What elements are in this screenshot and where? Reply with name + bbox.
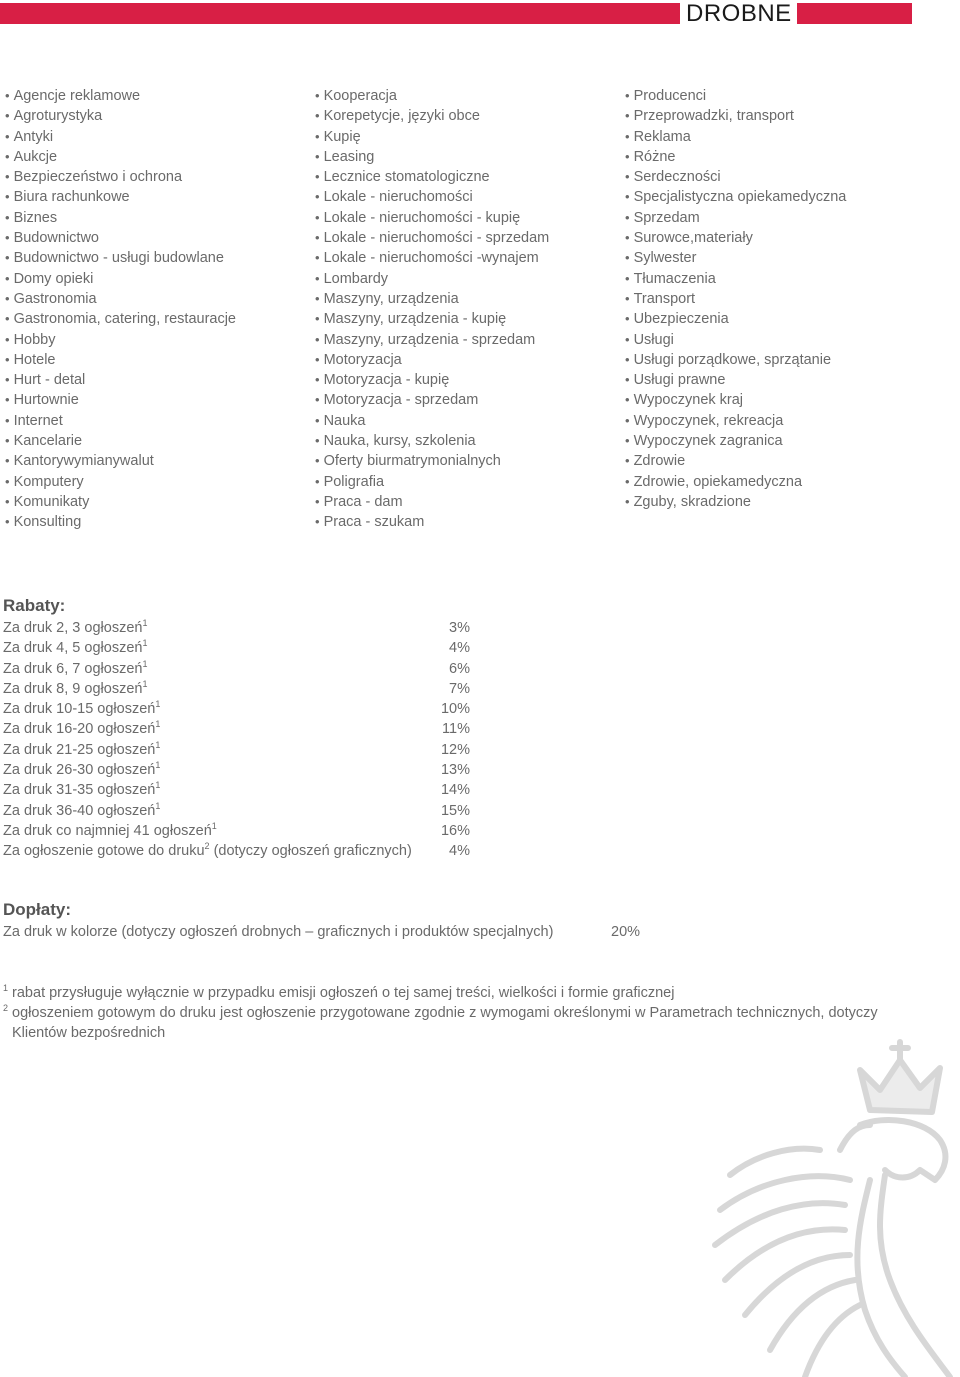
rabaty-value: 6% xyxy=(449,660,470,677)
rabaty-value: 14% xyxy=(440,782,470,799)
rabaty-value: 4% xyxy=(449,843,470,860)
category-item: • Budownictwo - usługi budowlane xyxy=(5,248,305,268)
category-item: • Nauka, kursy, szkolenia xyxy=(315,431,615,451)
rabaty-row xyxy=(3,780,483,800)
rabaty-row xyxy=(3,679,483,699)
rabaty-label: Za druk 6, 7 ogłoszeń xyxy=(3,660,143,677)
category-item: • Sprzedam xyxy=(625,208,955,228)
category-item: • Lombardy xyxy=(315,269,615,289)
category-item: • Komunikaty xyxy=(5,492,305,512)
category-item: • Kancelarie xyxy=(5,431,305,451)
category-item: • Kupię xyxy=(315,127,615,147)
category-item: • Różne xyxy=(625,147,955,167)
rabaty-label-suffix: (dotyczy ogłoszeń graficznych) xyxy=(209,843,412,860)
rabaty-value: 7% xyxy=(449,680,470,697)
rabaty-value: 11% xyxy=(442,721,470,738)
rabaty-row xyxy=(3,841,483,861)
crowned-eagle-icon xyxy=(700,1030,960,1377)
category-item: • Lokale - nieruchomości - sprzedam xyxy=(315,228,615,248)
category-item: • Motoryzacja - sprzedam xyxy=(315,390,615,410)
footnote-1 xyxy=(3,983,903,1003)
category-item: • Biura rachunkowe xyxy=(5,187,305,207)
page-title: DROBNE xyxy=(686,0,792,27)
doplaty-heading: Dopłaty: xyxy=(3,900,71,919)
rabaty-value: 10% xyxy=(440,701,470,718)
rabaty-value: 3% xyxy=(449,620,470,636)
category-item: • Producenci xyxy=(625,86,955,106)
footnote-mark: 1 xyxy=(155,800,161,811)
footnote-mark: 1 xyxy=(211,821,217,832)
header-bar-left xyxy=(0,3,680,24)
category-item: • Wypoczynek kraj xyxy=(625,390,955,410)
category-item: • Lokale - nieruchomości xyxy=(315,187,615,207)
category-item: • Ubezpieczenia xyxy=(625,309,955,329)
rabaty-label: Za druk 4, 5 ogłoszeń xyxy=(3,640,143,657)
rabaty-row xyxy=(3,719,483,739)
category-item: • Praca - dam xyxy=(315,492,615,512)
footnote-mark: 1 xyxy=(142,638,148,649)
category-item: • Maszyny, urządzenia - sprzedam xyxy=(315,330,615,350)
category-item: • Gastronomia xyxy=(5,289,305,309)
category-item: • Aukcje xyxy=(5,147,305,167)
rabaty-heading: Rabaty: xyxy=(3,596,66,615)
category-item: • Biznes xyxy=(5,208,305,228)
category-item: • Specjalistyczna opiekamedyczna xyxy=(625,187,955,207)
footnote-mark: 1 xyxy=(155,780,161,791)
rabaty-label: Za druk 21-25 ogłoszeń xyxy=(3,741,156,758)
category-item: • Internet xyxy=(5,411,305,431)
category-item: • Agencje reklamowe xyxy=(5,86,305,106)
category-item: • Bezpieczeństwo i ochrona xyxy=(5,167,305,187)
category-item: • Przeprowadzki, transport xyxy=(625,106,955,126)
footnote-mark: 2 xyxy=(204,841,210,852)
category-item: • Oferty biurmatrymonialnych xyxy=(315,451,615,471)
category-item: • Maszyny, urządzenia - kupię xyxy=(315,309,615,329)
category-item: • Lecznice stomatologiczne xyxy=(315,167,615,187)
category-item: • Hurtownie xyxy=(5,390,305,410)
category-item: • Motoryzacja - kupię xyxy=(315,370,615,390)
doplaty-label: Za druk w kolorze (dotyczy ogłoszeń drobnych – graficznych i produktów specjalnych) xyxy=(3,924,554,940)
category-item: • Zdrowie xyxy=(625,451,955,471)
category-item: • Usługi xyxy=(625,330,955,350)
category-item: • Usługi porządkowe, sprzątanie xyxy=(625,350,955,370)
rabaty-label: Za ogłoszenie gotowe do druku xyxy=(3,843,205,860)
footnote-mark: 1 xyxy=(155,699,161,710)
category-item: • Lokale - nieruchomości -wynajem xyxy=(315,248,615,268)
rabaty-label: Za druk 2, 3 ogłoszeń xyxy=(3,620,143,636)
category-item: • Poligrafia xyxy=(315,472,615,492)
category-item: • Maszyny, urządzenia xyxy=(315,289,615,309)
category-item: • Tłumaczenia xyxy=(625,269,955,289)
category-item: • Transport xyxy=(625,289,955,309)
rabaty-value: 4% xyxy=(449,640,470,657)
footnote-2-continuation: Klientów bezpośrednich xyxy=(12,1025,166,1042)
rabaty-label: Za druk 8, 9 ogłoszeń xyxy=(3,680,143,697)
rabaty-value: 16% xyxy=(440,822,470,839)
rabaty-table xyxy=(3,618,483,862)
footnote-1-mark: 1 xyxy=(3,983,9,994)
category-item: • Kooperacja xyxy=(315,86,615,106)
category-item: • Zguby, skradzione xyxy=(625,492,955,512)
category-item: • Gastronomia, catering, restauracje xyxy=(5,309,305,329)
category-item: • Hobby xyxy=(5,330,305,350)
rabaty-row xyxy=(3,801,483,821)
category-list-col-1 xyxy=(5,86,305,533)
category-list-col-3 xyxy=(625,86,955,512)
category-item: • Wypoczynek zagranica xyxy=(625,431,955,451)
rabaty-label: Za druk co najmniej 41 ogłoszeń xyxy=(3,822,212,839)
rabaty-value: 15% xyxy=(440,802,470,819)
footnote-mark: 1 xyxy=(155,760,161,771)
category-item: • Serdeczności xyxy=(625,167,955,187)
rabaty-row xyxy=(3,659,483,679)
footnote-1-text: rabat przysługuje wyłącznie w przypadku emisji ogłoszeń o tej samej treści, wielkości i formie graficznej xyxy=(8,985,675,1001)
rabaty-row xyxy=(3,699,483,719)
rabaty-label: Za druk 16-20 ogłoszeń xyxy=(3,721,156,738)
rabaty-value: 13% xyxy=(440,762,470,779)
category-item: • Domy opieki xyxy=(5,269,305,289)
category-item: • Agroturystyka xyxy=(5,106,305,126)
category-item: • Komputery xyxy=(5,472,305,492)
footnote-mark: 1 xyxy=(142,679,148,690)
category-item: • Konsulting xyxy=(5,512,305,532)
category-item: • Budownictwo xyxy=(5,228,305,248)
rabaty-label: Za druk 10-15 ogłoszeń xyxy=(3,701,156,718)
category-item: • Hotele xyxy=(5,350,305,370)
category-item: • Hurt - detal xyxy=(5,370,305,390)
category-item: • Korepetycje, języki obce xyxy=(315,106,615,126)
doplaty-row xyxy=(3,922,653,942)
category-item: • Praca - szukam xyxy=(315,512,615,532)
rabaty-label: Za druk 36-40 ogłoszeń xyxy=(3,802,156,819)
header-bar-right xyxy=(797,3,912,24)
rabaty-row xyxy=(3,638,483,658)
category-item: • Usługi prawne xyxy=(625,370,955,390)
category-item: • Sylwester xyxy=(625,248,955,268)
rabaty-label: Za druk 26-30 ogłoszeń xyxy=(3,762,156,779)
footnote-mark: 1 xyxy=(155,719,161,730)
doplaty-value: 20% xyxy=(611,924,641,940)
rabaty-value: 12% xyxy=(440,741,470,758)
rabaty-row xyxy=(3,740,483,760)
footnote-2-mark: 2 xyxy=(3,1003,9,1014)
category-item: • Lokale - nieruchomości - kupię xyxy=(315,208,615,228)
category-item: • Leasing xyxy=(315,147,615,167)
category-item: • Zdrowie, opiekamedyczna xyxy=(625,472,955,492)
footnote-mark: 1 xyxy=(155,739,161,750)
rabaty-label: Za druk 31-35 ogłoszeń xyxy=(3,782,156,799)
rabaty-row xyxy=(3,821,483,841)
rabaty-row xyxy=(3,760,483,780)
footnote-2-text: ogłoszeniem gotowym do druku jest ogłoszenie przygotowane zgodnie z wymogami określonymi w Parametrach technicznych, dotyczy xyxy=(8,1005,878,1021)
rabaty-row xyxy=(3,618,483,638)
footnote-mark: 1 xyxy=(142,658,148,669)
category-item: • Motoryzacja xyxy=(315,350,615,370)
category-item: • Reklama xyxy=(625,127,955,147)
category-item: • Antyki xyxy=(5,127,305,147)
category-item: • Kantorywymianywalut xyxy=(5,451,305,471)
category-item: • Wypoczynek, rekreacja xyxy=(625,411,955,431)
footnote-mark: 1 xyxy=(142,618,148,629)
category-item: • Nauka xyxy=(315,411,615,431)
category-item: • Surowce,materiały xyxy=(625,228,955,248)
category-list-col-2 xyxy=(315,86,615,533)
